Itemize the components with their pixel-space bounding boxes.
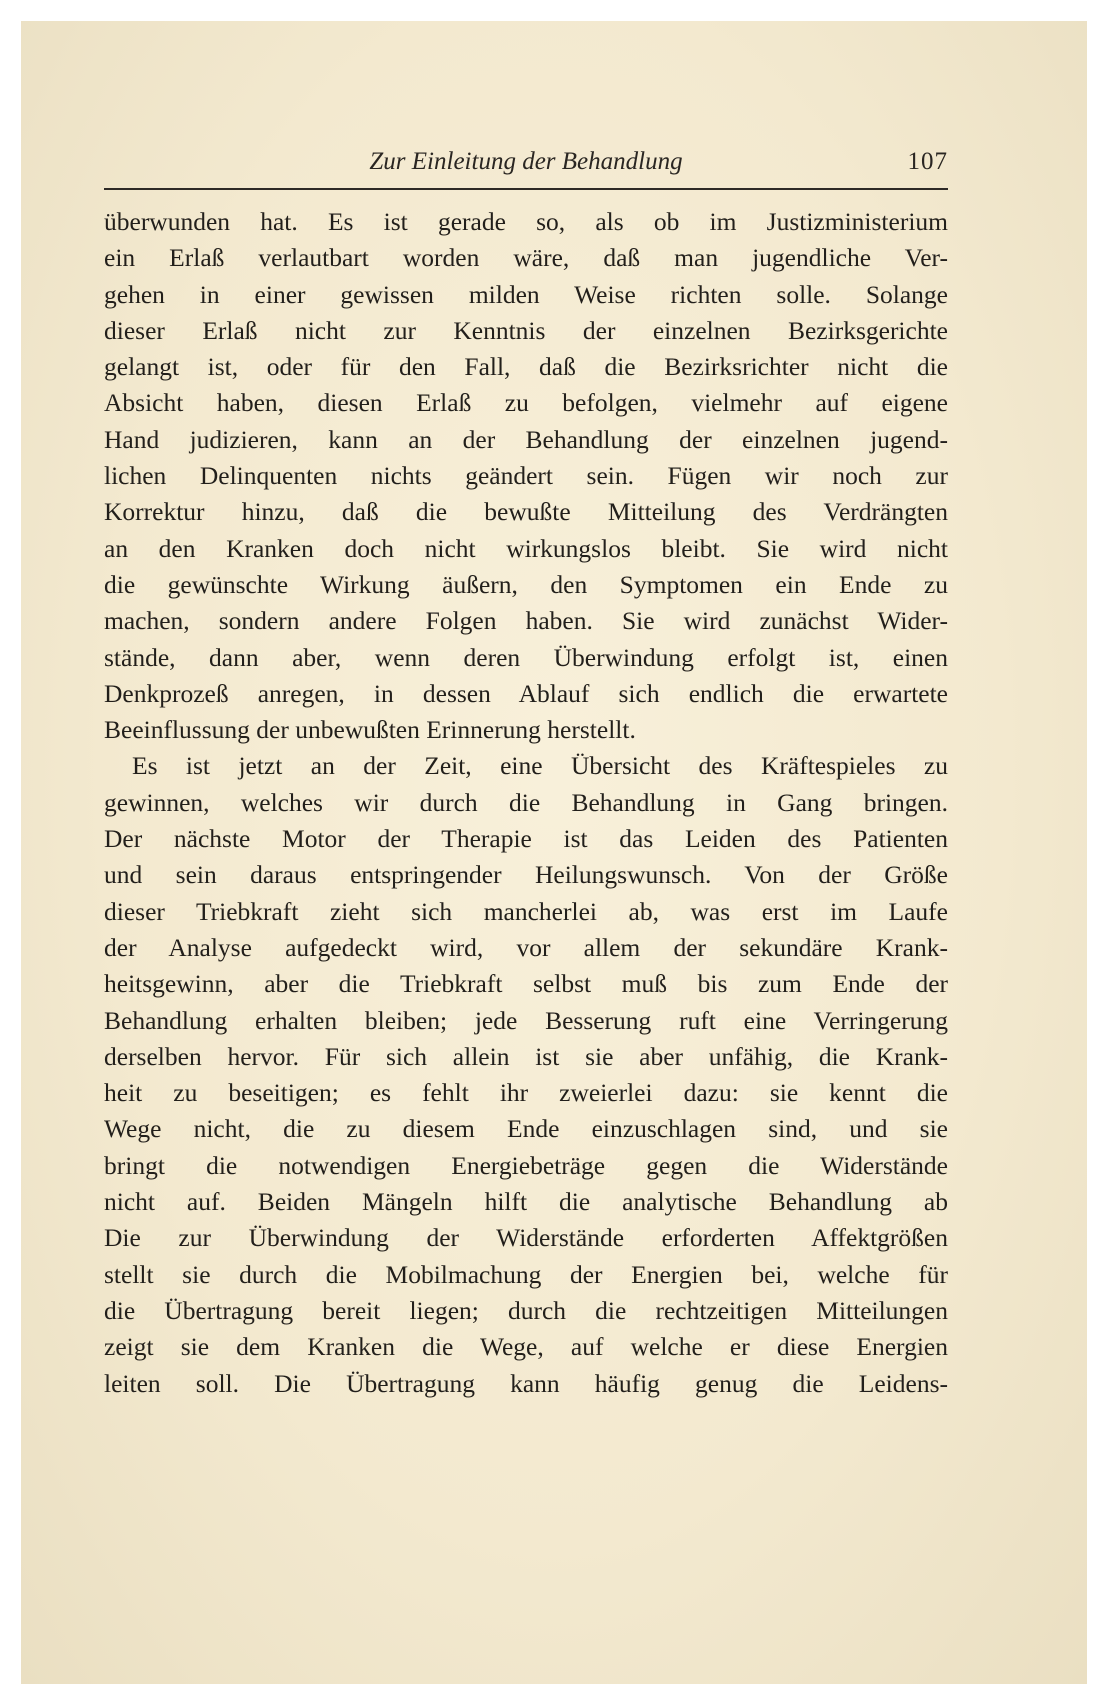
text-line: bringt die notwendigen Energiebeträge gegen die Widerstände (104, 1150, 948, 1180)
text-line: ein Erlaß verlautbart worden wäre, daß man jugendliche Ver- (104, 243, 948, 273)
text-line: heit zu beseitigen; es fehlt ihr zweierlei dazu: sie kennt die (104, 1078, 948, 1108)
text-line: stellt sie durch die Mobilmachung der Energien bei, welche für (104, 1259, 948, 1289)
text-line: dieser Erlaß nicht zur Kenntnis der einzelnen Bezirksgerichte (104, 315, 948, 345)
header-rule (104, 188, 948, 190)
text-line: Hand judizieren, kann an der Behandlung der einzelnen jugend- (104, 424, 948, 454)
text-line: gehen in einer gewissen milden Weise richten solle. Solange (104, 279, 948, 309)
text-line: nicht auf. Beiden Mängeln hilft die analytische Behandlung ab (104, 1187, 948, 1217)
text-line: gewinnen, welches wir durch die Behandlung in Gang bringen. (104, 787, 948, 817)
text-line: Wege nicht, die zu diesem Ende einzuschlagen sind, und sie (104, 1114, 948, 1144)
text-line: gelangt ist, oder für den Fall, daß die Bezirksrichter nicht die (104, 352, 948, 382)
text-line: Behandlung erhalten bleiben; jede Besserung ruft eine Verringerung (104, 1005, 948, 1035)
text-line: Es ist jetzt an der Zeit, eine Übersicht des Kräftespieles zu (132, 751, 948, 781)
text-line: dieser Triebkraft zieht sich mancherlei ab, was erst im Laufe (104, 896, 948, 926)
text-line: derselben hervor. Für sich allein ist sie aber unfähig, die Krank- (104, 1041, 948, 1071)
text-line: der Analyse aufgedeckt wird, vor allem der sekundäre Krank- (104, 932, 948, 962)
text-line: die gewünschte Wirkung äußern, den Symptomen ein Ende zu (104, 569, 948, 599)
page-number: 107 (907, 148, 948, 175)
text-line: zeigt sie dem Kranken die Wege, auf welche er diese Energien (104, 1332, 948, 1362)
text-line: heitsgewinn, aber die Triebkraft selbst muß bis zum Ende der (104, 969, 948, 999)
text-line: Beeinflussung der unbewußten Erinnerung herstellt. (104, 715, 636, 745)
body-text (104, 204, 948, 1402)
running-title: Zur Einleitung der Behandlung (369, 148, 683, 175)
text-line: lichen Delinquenten nichts geändert sein. Fügen wir noch zur (104, 461, 948, 491)
text-line: machen, sondern andere Folgen haben. Sie wird zunächst Wider- (104, 606, 948, 636)
text-line: Der nächste Motor der Therapie ist das Leiden des Patienten (104, 824, 948, 854)
text-line: Denkprozeß anregen, in dessen Ablauf sich endlich die erwartete (104, 678, 948, 708)
text-line: Die zur Überwindung der Widerstände erforderten Affektgrößen (104, 1223, 948, 1253)
running-header (104, 148, 948, 182)
text-line: und sein daraus entspringender Heilungswunsch. Von der Größe (104, 860, 948, 890)
text-line: überwunden hat. Es ist gerade so, als ob im Justizministerium (104, 207, 948, 236)
text-line: stände, dann aber, wenn deren Überwindung erfolgt ist, einen (104, 642, 948, 672)
text-line: Absicht haben, diesen Erlaß zu befolgen, vielmehr auf eigene (104, 388, 948, 418)
text-line: leiten soll. Die Übertragung kann häufig genug die Leidens- (104, 1368, 948, 1398)
text-line: Korrektur hinzu, daß die bewußte Mitteilung des Verdrängten (104, 497, 948, 527)
text-line: an den Kranken doch nicht wirkungslos bleibt. Sie wird nicht (104, 533, 948, 563)
text-line: die Übertragung bereit liegen; durch die rechtzeitigen Mitteilungen (104, 1295, 948, 1325)
